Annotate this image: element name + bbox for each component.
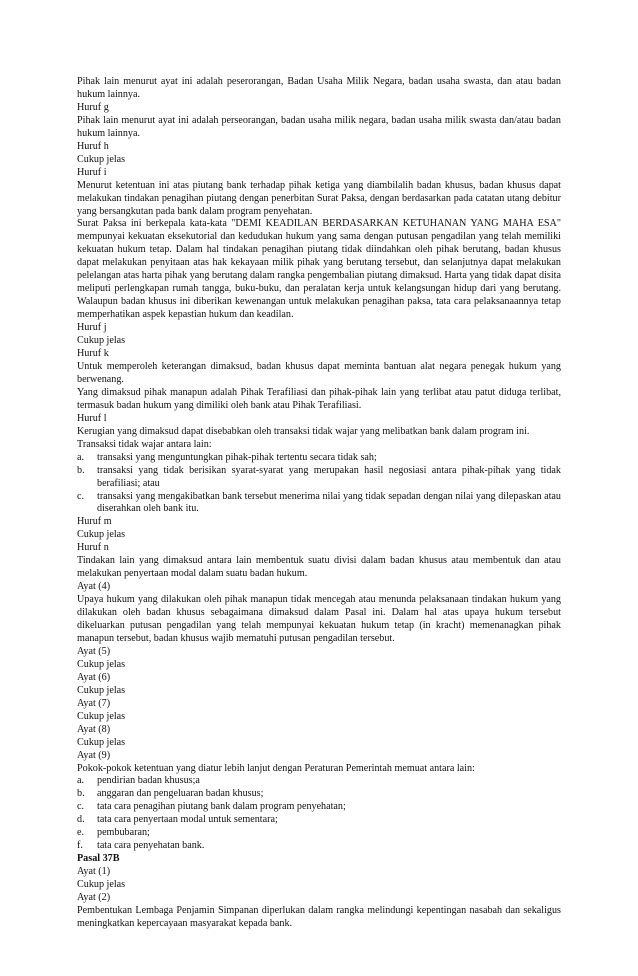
paragraph: Transaksi tidak wajar antara lain: xyxy=(77,438,212,450)
paragraph: Untuk memperoleh keterangan dimaksud, badan khusus dapat meminta bantuan alat negara penegak hukum yang berwenang. xyxy=(77,360,561,385)
paragraph: Pembentukan Lembaga Penjamin Simpanan diperlukan dalam rangka melindungi kepentingan nasabah dan sekaligus meningkatkan kepercayaan masyarakat kepada bank. xyxy=(77,905,561,929)
list-marker: b. xyxy=(77,464,85,476)
list-item xyxy=(77,840,561,853)
list-item-text: tata cara penyehatan bank. xyxy=(97,840,205,852)
paragraph: Pokok-pokok ketentuan yang diatur lebih lanjut dengan Peraturan Pemerintah memuat antara lain: xyxy=(77,762,475,774)
subheading: Huruf m xyxy=(77,516,112,528)
list-item xyxy=(77,491,561,517)
subheading: Huruf n xyxy=(77,542,109,554)
paragraph: Menurut ketentuan ini atas piutang bank terhadap pihak ketiga yang diambilalih badan khusus, badan khusus dapat melakukan tindakan penagihan piutang dengan penerbitan Surat Paksa, dengan berdasarkan pada catatan utang debitur yang bersangkutan pada bank dalam program penyehatan. xyxy=(77,179,561,217)
list-item-text: pendirian badan khusus;a xyxy=(97,775,200,787)
paragraph: Pihak lain menurut ayat ini adalah perseorangan, badan usaha milik negara, badan usaha milik swasta dan/atau badan hukum lainnya. xyxy=(77,114,561,139)
subheading: Cukup jelas xyxy=(77,335,126,347)
subheading: Huruf h xyxy=(77,140,109,152)
subheading: Ayat (9) xyxy=(77,749,111,761)
subheading: Ayat (1) xyxy=(77,866,111,878)
list-item xyxy=(77,814,561,827)
subheading: Cukup jelas xyxy=(77,658,126,670)
subheading: Huruf g xyxy=(77,101,109,113)
subheading: Cukup jelas xyxy=(77,153,126,165)
subheading: Ayat (6) xyxy=(77,671,111,683)
subheading: Cukup jelas xyxy=(77,529,126,541)
subheading: Huruf j xyxy=(77,322,107,334)
paragraph: Surat Paksa ini berkepala kata-kata "DEMI KEADILAN BERDASARKAN KETUHANAN YANG MAHA ESA" mempunyai kekuatan eksekutorial dan kedudukan hukum yang sama dengan putusan pengadilan yang telah memiliki kekuatan hukum tetap. Dalam hal tindakan penagihan piutang tidak diindahkan oleh pihak berutang, badan khusus dapat melakukan penyitaan atas hak kekayaan milik pihak yang berutang tersebut, dan selanjutnya dapat melakukan pelelangan atas harta pihak yang berutang dalam rangka pengembalian piutang dimaksud. Harta yang tidak dapat disita meliputi perlengkapan rumah tangga, buku-buku, dan peralatan kerja untuk kelangsungan hidup dari yang berutang. Walaupun badan khusus ini diberikan kewenangan untuk melakukan penagihan paksa, tata cara pelaksanaannya tetap memperhatikan aspek kepastian hukum dan keadilan. xyxy=(77,218,561,321)
list-item xyxy=(77,465,561,491)
subheading: Ayat (7) xyxy=(77,697,111,709)
list-marker: e. xyxy=(77,827,85,839)
section-heading: Pasal 37B xyxy=(77,853,120,865)
list-marker: a. xyxy=(77,451,85,463)
list-marker: b. xyxy=(77,788,85,800)
list-item-text: pembubaran; xyxy=(97,827,150,839)
list-item-text: transaksi yang menguntungkan pihak-pihak tertentu secara tidak sah; xyxy=(97,451,377,463)
document-body xyxy=(77,76,561,931)
paragraph: Yang dimaksud pihak manapun adalah Pihak Terafiliasi dan pihak-pihak lain yang terlibat atau patut diduga terlibat, termasuk badan hukum yang dimiliki oleh bank atau Pihak Terafiliasi. xyxy=(77,386,561,411)
list-marker: c. xyxy=(77,490,85,502)
list-item-text: anggaran dan pengeluaran badan khusus; xyxy=(97,788,264,800)
list-item xyxy=(77,788,561,801)
list-item xyxy=(77,801,561,814)
subheading: Huruf i xyxy=(77,166,107,178)
subheading: Ayat (5) xyxy=(77,645,111,657)
subheading: Cukup jelas xyxy=(77,710,126,722)
list-marker: a. xyxy=(77,775,85,787)
subheading: Cukup jelas xyxy=(77,879,126,891)
list-item-text: transaksi yang mengakibatkan bank tersebut menerima nilai yang tidak sepadan dengan nilai yang dilepaskan atau diserahkan oleh bank itu. xyxy=(97,490,561,515)
list-item-text: tata cara penagihan piutang bank dalam program penyehatan; xyxy=(97,801,346,813)
list-item xyxy=(77,775,561,788)
list-item xyxy=(77,452,561,465)
list-item-text: transaksi yang tidak berisikan syarat-syarat yang merupakan hasil negosiasi antara pihak-pihak yang tidak berafiliasi; atau xyxy=(97,464,561,489)
paragraph: Pihak lain menurut ayat ini adalah peserorangan, Badan Usaha Milik Negara, badan usaha swasta, dan atau badan hukum lainnya. xyxy=(77,76,561,100)
subheading: Ayat (4) xyxy=(77,581,111,593)
subheading: Huruf l xyxy=(77,412,107,424)
list-marker: f. xyxy=(77,840,83,852)
list-item xyxy=(77,827,561,840)
list-marker: c. xyxy=(77,801,85,813)
paragraph: Upaya hukum yang dilakukan oleh pihak manapun tidak mencegah atau menunda pelaksanaan tindakan hukum yang dilakukan oleh badan khusus sebagaimana dimaksud dalam Pasal ini. Dalam hal atas upaya hukum tersebut dikeluarkan putusan pengadilan yang telah mempunyai kekuatan hukum tetap (in kracht) memenanagkan pihak manapun tersebut, badan khusus wajib mematuhi putusan pengadilan tersebut. xyxy=(77,594,561,644)
subheading: Ayat (2) xyxy=(77,892,111,904)
subheading: Cukup jelas xyxy=(77,736,126,748)
subheading: Cukup jelas xyxy=(77,684,126,696)
paragraph: Kerugian yang dimaksud dapat disebabkan oleh transaksi tidak wajar yang melibatkan bank dalam program ini. xyxy=(77,425,530,437)
list-marker: d. xyxy=(77,814,85,826)
paragraph: Tindakan lain yang dimaksud antara lain membentuk suatu divisi dalam badan khusus atau membentuk dan atau melakukan penyertaan modal dalam suatu badan hukum. xyxy=(77,555,561,580)
list-item-text: tata cara penyertaan modal untuk sementara; xyxy=(97,814,278,826)
subheading: Ayat (8) xyxy=(77,723,111,735)
subheading: Huruf k xyxy=(77,348,109,360)
